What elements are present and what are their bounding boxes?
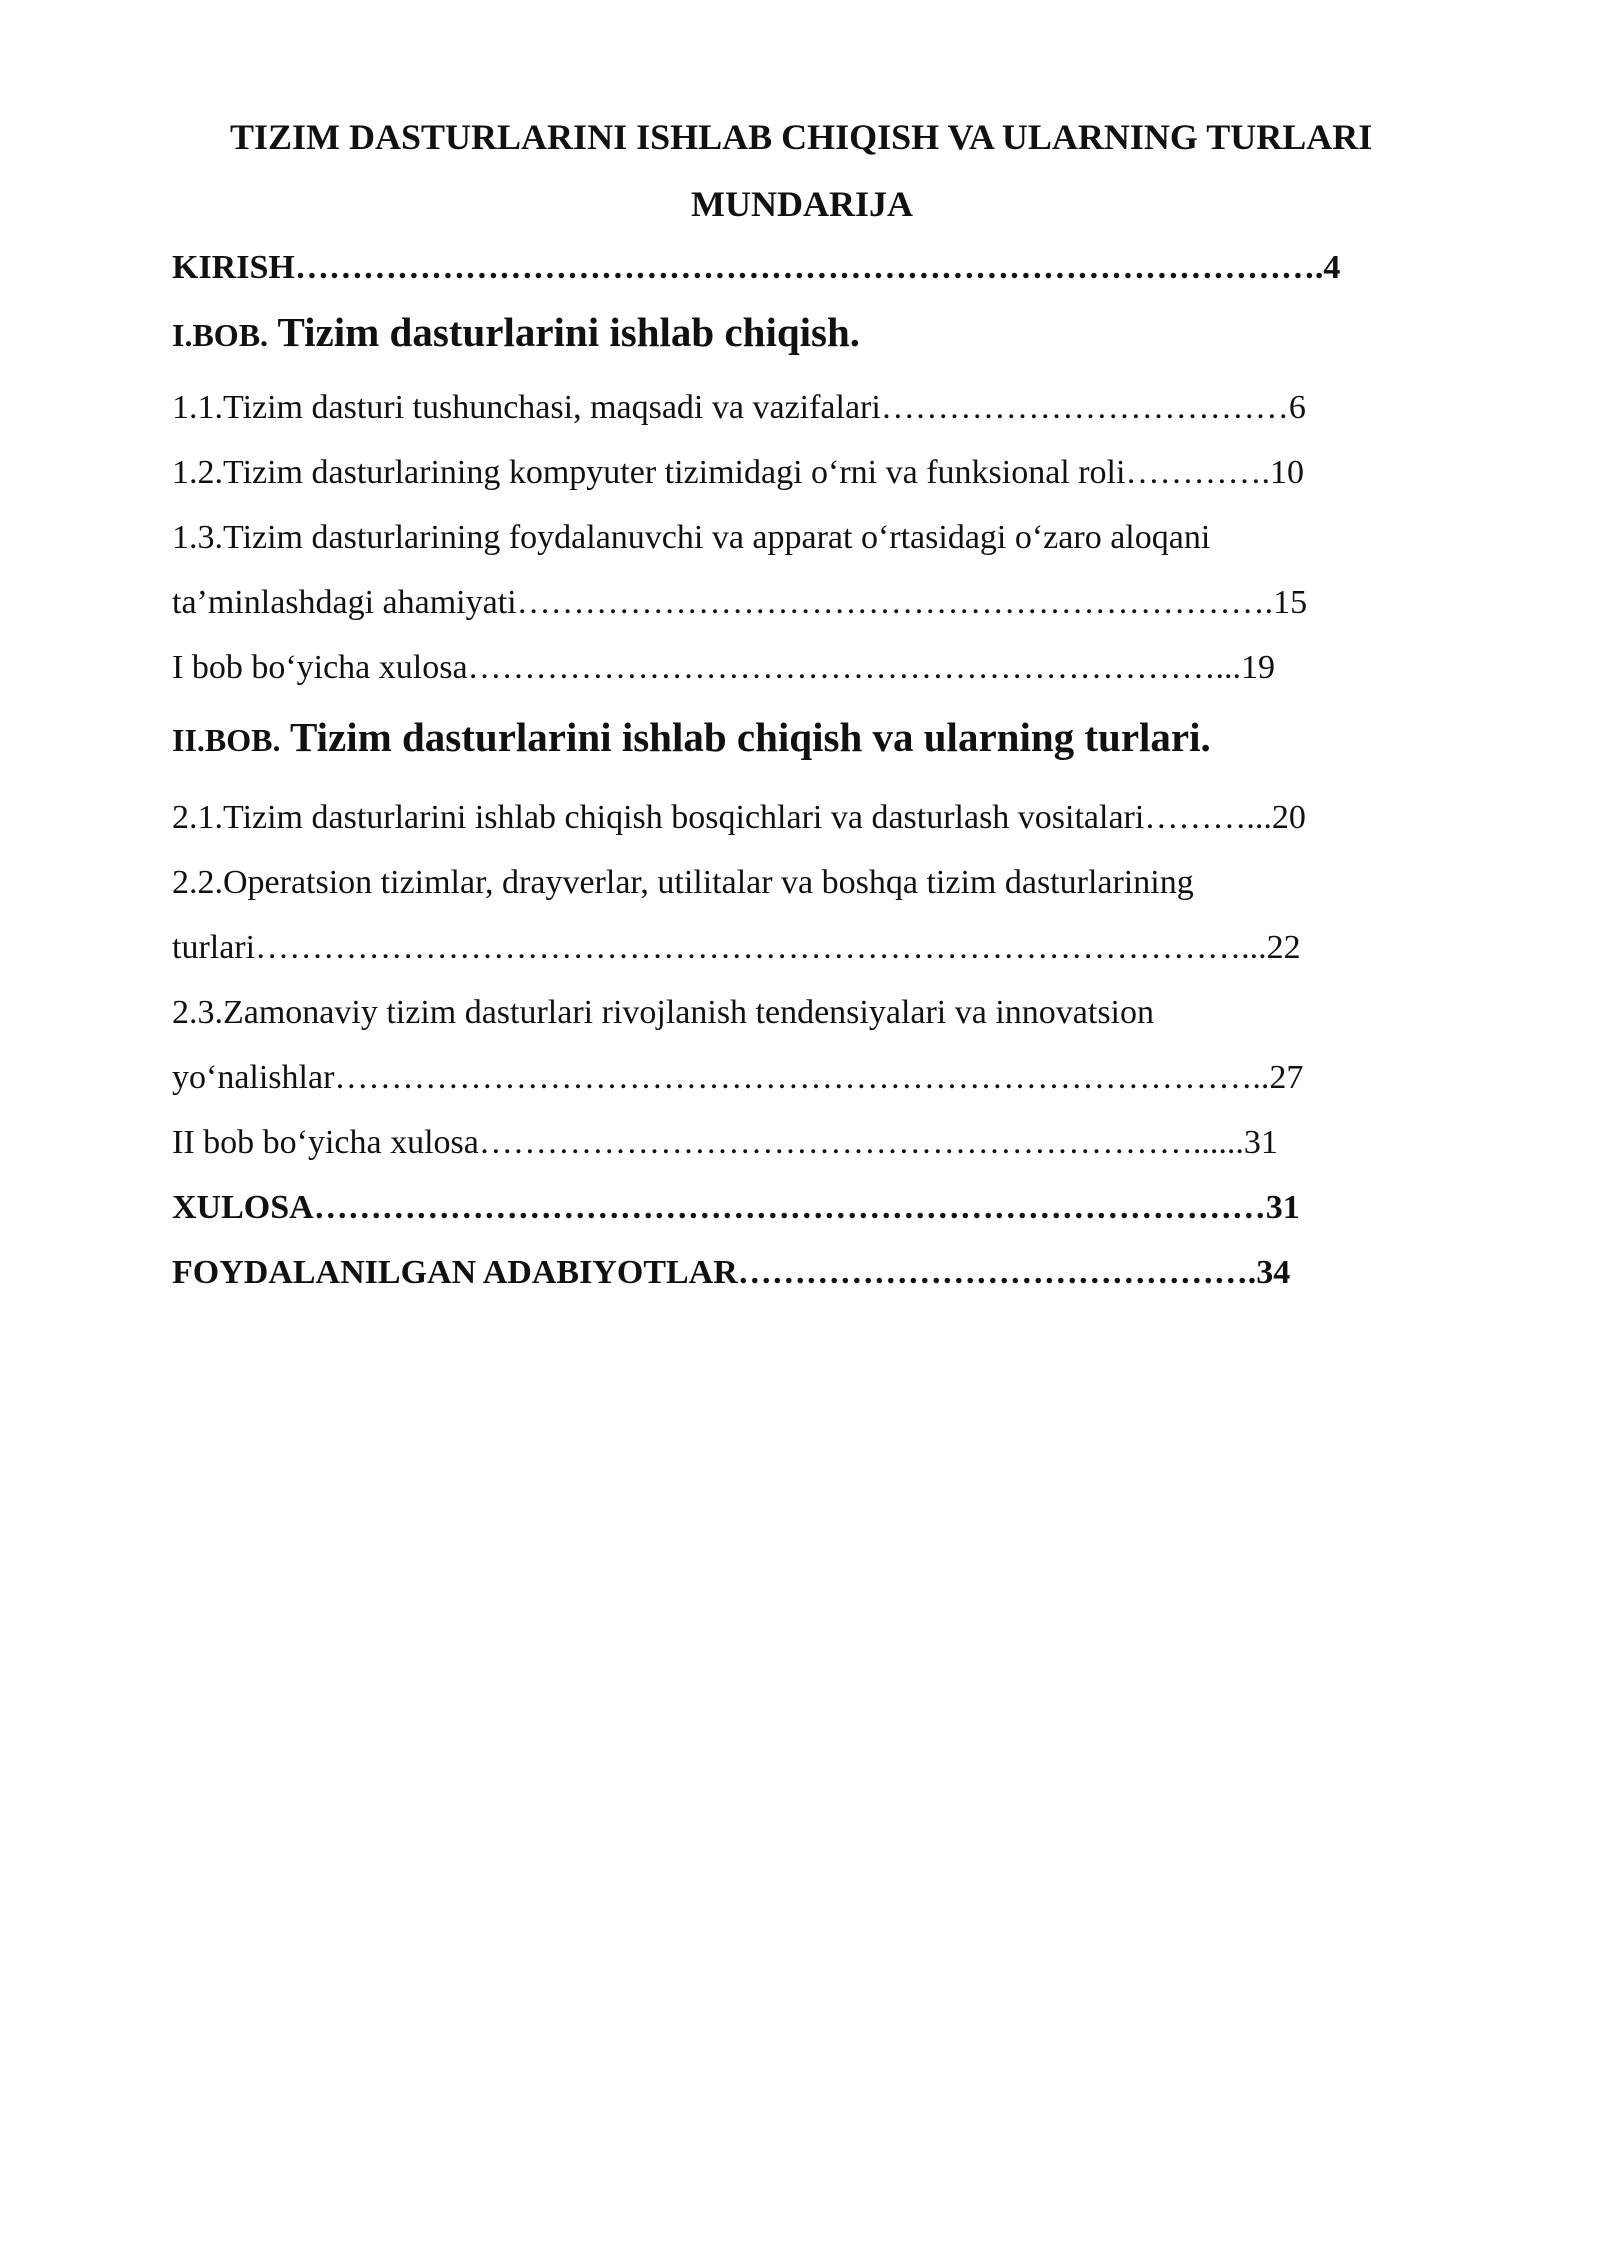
- toc-entry-conclusion: XULOSA…………………………………………………………………………31: [172, 1189, 1300, 1226]
- toc-entry-2-2-line1: 2.2.Operatsion tizimlar, drayverlar, utilitalar va boshqa tizim dasturlarining: [172, 864, 1194, 901]
- chapter-1-prefix: I.BOB.: [172, 317, 269, 353]
- toc-entry-2-2-line2: turlari……………………………………………………………………………...22: [172, 929, 1301, 966]
- toc-heading: MUNDARIJA: [691, 184, 913, 224]
- toc-entry-references: FOYDALANILGAN ADABIYOTLAR……………………………………….34: [172, 1254, 1291, 1291]
- toc-chapter-1: [172, 310, 860, 358]
- toc-entry-2-3-line2: yo‘nalishlar………………………………………………………………………..27: [172, 1059, 1304, 1096]
- chapter-2-prefix: II.BOB.: [172, 722, 281, 758]
- toc-entry-1-3-line1: 1.3.Tizim dasturlarining foydalanuvchi va apparat o‘rtasidagi o‘zaro aloqani: [172, 519, 1211, 556]
- toc-entry-chapter-1-summary: I bob bo‘yicha xulosa…………………………………………………………...19: [172, 649, 1276, 686]
- toc-entry-chapter-2-summary: II bob bo‘yicha xulosa………………………………………………………......31: [172, 1124, 1278, 1161]
- toc-entry-2-1: 2.1.Tizim dasturlarini ishlab chiqish bosqichlari va dasturlash vositalari………...20: [172, 799, 1306, 836]
- toc-entry-1-2: 1.2.Tizim dasturlarining kompyuter tizimidagi o‘rni va funksional roli………….10: [172, 454, 1304, 491]
- document-title: TIZIM DASTURLARINI ISHLAB CHIQISH VA ULARNING TURLARI: [230, 117, 1373, 157]
- chapter-1-title: Tizim dasturlarini ishlab chiqish.: [268, 309, 861, 355]
- toc-chapter-2: [172, 715, 1211, 763]
- toc-entry-1-1: 1.1.Tizim dasturi tushunchasi, maqsadi va vazifalari………………………………6: [172, 389, 1306, 426]
- toc-entry-2-3-line1: 2.3.Zamonaviy tizim dasturlari rivojlanish tendensiyalari va innovatsion: [172, 994, 1154, 1031]
- toc-entry-1-3-line2: ta’minlashdagi ahamiyati………………………………………………………….15: [172, 584, 1308, 621]
- chapter-2-title: Tizim dasturlarini ishlab chiqish va ularning turlari.: [280, 714, 1211, 760]
- toc-entry-intro: KIRISH……………………………………………………………………………….4: [172, 249, 1341, 286]
